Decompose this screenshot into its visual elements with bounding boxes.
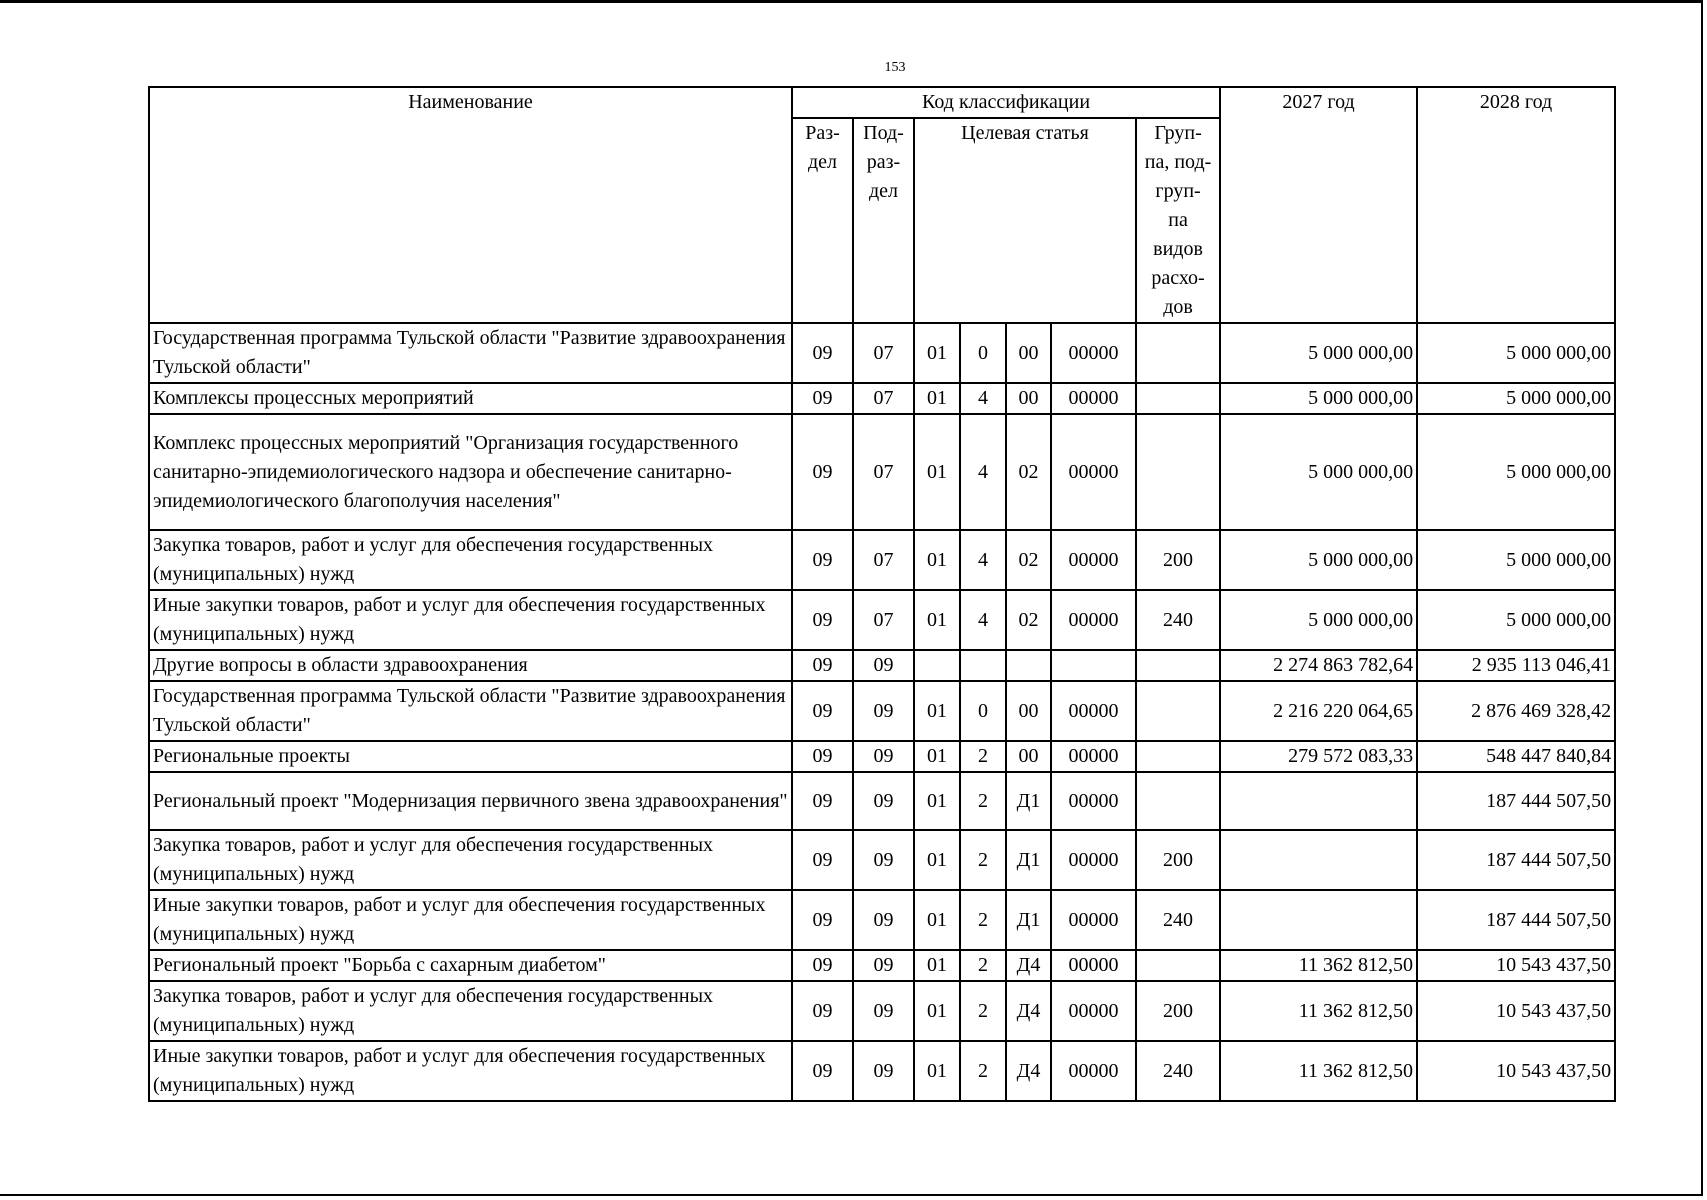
row-target-type: 2 (960, 890, 1006, 950)
row-name: Закупка товаров, работ и услуг для обеспечения государственных (муниципальных) нужд (149, 830, 792, 890)
row-razdel: 09 (792, 741, 853, 772)
row-amount-2027: 5 000 000,00 (1220, 383, 1417, 414)
header-classification-code: Код классификации (792, 87, 1220, 118)
row-target-program: 01 (914, 681, 960, 741)
row-name: Региональные проекты (149, 741, 792, 772)
row-target-type (960, 650, 1006, 681)
row-target-subtype: 00 (1006, 681, 1051, 741)
row-amount-2027 (1220, 830, 1417, 890)
row-target-subtype: Д1 (1006, 890, 1051, 950)
row-razdel: 09 (792, 530, 853, 590)
row-amount-2027: 2 274 863 782,64 (1220, 650, 1417, 681)
row-podrazdel: 09 (853, 890, 914, 950)
row-amount-2028: 548 447 840,84 (1417, 741, 1615, 772)
row-name: Закупка товаров, работ и услуг для обеспечения государственных (муниципальных) нужд (149, 981, 792, 1041)
row-target-program: 01 (914, 383, 960, 414)
row-target-direction: 00000 (1051, 590, 1136, 650)
row-amount-2028: 10 543 437,50 (1417, 981, 1615, 1041)
row-expense-group (1136, 772, 1220, 830)
row-target-subtype: Д4 (1006, 950, 1051, 981)
table-row (149, 890, 1615, 950)
header-year-2028: 2028 год (1417, 87, 1615, 323)
row-target-type: 0 (960, 681, 1006, 741)
row-amount-2028: 5 000 000,00 (1417, 383, 1615, 414)
row-target-type: 4 (960, 530, 1006, 590)
row-amount-2027: 5 000 000,00 (1220, 530, 1417, 590)
row-amount-2027: 2 216 220 064,65 (1220, 681, 1417, 741)
row-name: Региональный проект "Борьба с сахарным диабетом" (149, 950, 792, 981)
table-row (149, 772, 1615, 830)
row-target-type: 2 (960, 772, 1006, 830)
row-target-type: 4 (960, 414, 1006, 530)
row-podrazdel: 07 (853, 383, 914, 414)
row-podrazdel: 09 (853, 830, 914, 890)
row-razdel: 09 (792, 981, 853, 1041)
header-year-2027: 2027 год (1220, 87, 1417, 323)
row-target-program: 01 (914, 1041, 960, 1101)
row-expense-group: 240 (1136, 1041, 1220, 1101)
table-row (149, 830, 1615, 890)
row-target-type: 2 (960, 741, 1006, 772)
row-target-subtype: 02 (1006, 414, 1051, 530)
row-name: Комплексы процессных мероприятий (149, 383, 792, 414)
budget-table (148, 86, 1616, 1102)
row-target-direction: 00000 (1051, 530, 1136, 590)
table-row (149, 981, 1615, 1041)
row-target-program: 01 (914, 890, 960, 950)
row-razdel: 09 (792, 681, 853, 741)
row-amount-2027: 11 362 812,50 (1220, 950, 1417, 981)
row-expense-group (1136, 383, 1220, 414)
row-amount-2027: 11 362 812,50 (1220, 981, 1417, 1041)
table-row (149, 950, 1615, 981)
row-target-subtype: Д4 (1006, 1041, 1051, 1101)
row-amount-2028: 5 000 000,00 (1417, 530, 1615, 590)
row-target-direction: 00000 (1051, 950, 1136, 981)
row-razdel: 09 (792, 772, 853, 830)
row-expense-group: 200 (1136, 530, 1220, 590)
row-target-direction: 00000 (1051, 681, 1136, 741)
header-expense-group: Груп- па, под- груп- па видов расхо- дов (1136, 118, 1220, 323)
row-name: Закупка товаров, работ и услуг для обеспечения государственных (муниципальных) нужд (149, 530, 792, 590)
row-target-subtype: 02 (1006, 530, 1051, 590)
table-row (149, 650, 1615, 681)
row-amount-2028: 5 000 000,00 (1417, 323, 1615, 383)
row-name: Иные закупки товаров, работ и услуг для обеспечения государственных (муниципальных) нужд (149, 590, 792, 650)
row-razdel: 09 (792, 383, 853, 414)
row-target-program: 01 (914, 590, 960, 650)
row-target-subtype: Д1 (1006, 830, 1051, 890)
row-amount-2028: 2 935 113 046,41 (1417, 650, 1615, 681)
row-podrazdel: 07 (853, 590, 914, 650)
row-expense-group: 240 (1136, 890, 1220, 950)
row-razdel: 09 (792, 650, 853, 681)
row-razdel: 09 (792, 950, 853, 981)
row-expense-group: 200 (1136, 830, 1220, 890)
row-target-program: 01 (914, 772, 960, 830)
table-row (149, 741, 1615, 772)
row-name: Другие вопросы в области здравоохранения (149, 650, 792, 681)
row-expense-group: 200 (1136, 981, 1220, 1041)
row-amount-2028: 10 543 437,50 (1417, 950, 1615, 981)
row-target-program: 01 (914, 530, 960, 590)
row-amount-2027 (1220, 890, 1417, 950)
row-expense-group: 240 (1136, 590, 1220, 650)
row-target-type: 4 (960, 383, 1006, 414)
row-razdel: 09 (792, 414, 853, 530)
row-amount-2028: 187 444 507,50 (1417, 830, 1615, 890)
row-expense-group (1136, 323, 1220, 383)
row-name: Иные закупки товаров, работ и услуг для обеспечения государственных (муниципальных) нужд (149, 890, 792, 950)
row-name: Государственная программа Тульской области "Развитие здравоохранения Тульской области" (149, 681, 792, 741)
row-expense-group (1136, 950, 1220, 981)
row-target-program: 01 (914, 830, 960, 890)
row-target-program: 01 (914, 414, 960, 530)
row-amount-2028: 5 000 000,00 (1417, 590, 1615, 650)
row-podrazdel: 09 (853, 741, 914, 772)
row-target-direction: 00000 (1051, 383, 1136, 414)
row-target-subtype: 00 (1006, 383, 1051, 414)
row-target-direction: 00000 (1051, 323, 1136, 383)
row-expense-group (1136, 741, 1220, 772)
row-amount-2027: 279 572 083,33 (1220, 741, 1417, 772)
row-target-direction: 00000 (1051, 1041, 1136, 1101)
header-name: Наименование (149, 87, 792, 323)
row-razdel: 09 (792, 590, 853, 650)
row-target-subtype: 02 (1006, 590, 1051, 650)
row-expense-group (1136, 414, 1220, 530)
row-target-type: 0 (960, 323, 1006, 383)
row-target-type: 4 (960, 590, 1006, 650)
row-target-direction (1051, 650, 1136, 681)
row-target-program: 01 (914, 741, 960, 772)
row-target-type: 2 (960, 830, 1006, 890)
row-target-program: 01 (914, 981, 960, 1041)
row-target-program: 01 (914, 950, 960, 981)
row-podrazdel: 09 (853, 950, 914, 981)
row-amount-2028: 187 444 507,50 (1417, 890, 1615, 950)
row-razdel: 09 (792, 890, 853, 950)
row-podrazdel: 09 (853, 1041, 914, 1101)
row-target-direction: 00000 (1051, 890, 1136, 950)
row-name: Иные закупки товаров, работ и услуг для обеспечения государственных (муниципальных) нужд (149, 1041, 792, 1101)
row-target-direction: 00000 (1051, 772, 1136, 830)
row-expense-group (1136, 681, 1220, 741)
table-row (149, 414, 1615, 530)
row-name: Региональный проект "Модернизация первичного звена здравоохранения" (149, 772, 792, 830)
row-amount-2027 (1220, 772, 1417, 830)
row-expense-group (1136, 650, 1220, 681)
row-amount-2028: 10 543 437,50 (1417, 1041, 1615, 1101)
row-target-direction: 00000 (1051, 414, 1136, 530)
row-target-type: 2 (960, 1041, 1006, 1101)
row-razdel: 09 (792, 323, 853, 383)
row-target-direction: 00000 (1051, 741, 1136, 772)
row-amount-2027: 5 000 000,00 (1220, 414, 1417, 530)
row-amount-2028: 5 000 000,00 (1417, 414, 1615, 530)
row-target-subtype: Д4 (1006, 981, 1051, 1041)
header-target-article: Целевая статья (914, 118, 1136, 323)
row-razdel: 09 (792, 830, 853, 890)
row-amount-2027: 11 362 812,50 (1220, 1041, 1417, 1101)
table-row (149, 530, 1615, 590)
row-amount-2027: 5 000 000,00 (1220, 590, 1417, 650)
row-podrazdel: 09 (853, 681, 914, 741)
row-target-subtype: 00 (1006, 323, 1051, 383)
row-razdel: 09 (792, 1041, 853, 1101)
table-row (149, 590, 1615, 650)
table-row (149, 1041, 1615, 1101)
row-podrazdel: 09 (853, 981, 914, 1041)
row-podrazdel: 09 (853, 650, 914, 681)
header-razdel: Раз- дел (792, 118, 853, 323)
row-target-type: 2 (960, 981, 1006, 1041)
row-target-direction: 00000 (1051, 830, 1136, 890)
row-podrazdel: 07 (853, 323, 914, 383)
row-target-subtype (1006, 650, 1051, 681)
page-number: 153 (884, 60, 906, 75)
header-podrazdel: Под- раз- дел (853, 118, 914, 323)
table-row (149, 383, 1615, 414)
row-target-direction: 00000 (1051, 981, 1136, 1041)
row-target-subtype: 00 (1006, 741, 1051, 772)
row-target-type: 2 (960, 950, 1006, 981)
row-amount-2028: 187 444 507,50 (1417, 772, 1615, 830)
row-target-program: 01 (914, 323, 960, 383)
row-amount-2027: 5 000 000,00 (1220, 323, 1417, 383)
row-target-program (914, 650, 960, 681)
table-row (149, 323, 1615, 383)
row-podrazdel: 07 (853, 414, 914, 530)
row-podrazdel: 07 (853, 530, 914, 590)
row-name: Комплекс процессных мероприятий "Организация государственного санитарно-эпидемиологического надзора и обеспечение санитарно-эпидемиологического благополучия населения" (149, 414, 792, 530)
table-row (149, 681, 1615, 741)
row-amount-2028: 2 876 469 328,42 (1417, 681, 1615, 741)
row-podrazdel: 09 (853, 772, 914, 830)
row-target-subtype: Д1 (1006, 772, 1051, 830)
row-name: Государственная программа Тульской области "Развитие здравоохранения Тульской области" (149, 323, 792, 383)
